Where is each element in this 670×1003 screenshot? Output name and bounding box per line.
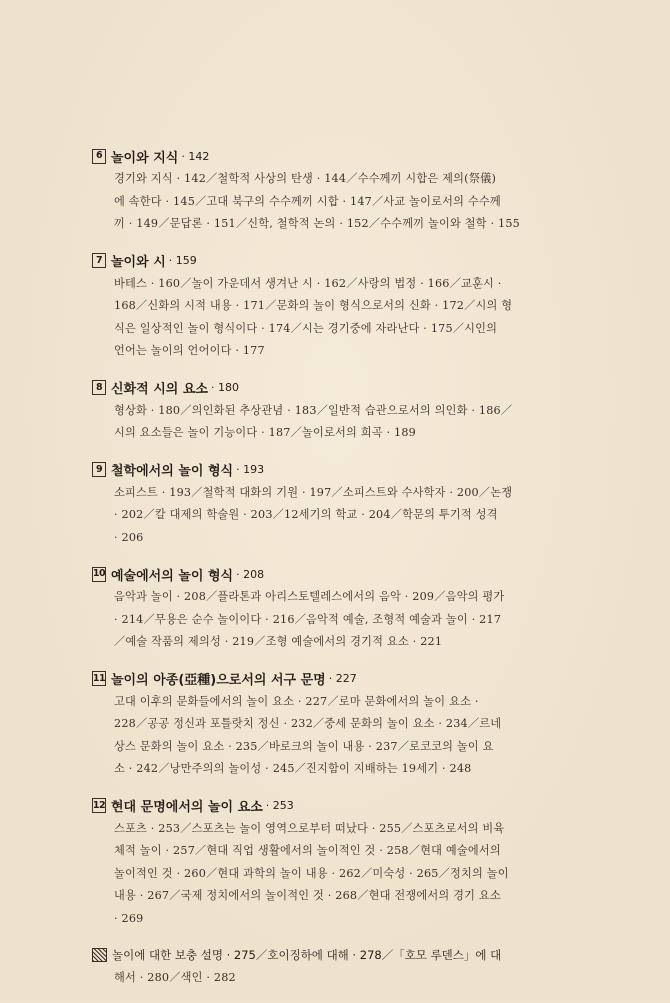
chapter-number: 7 bbox=[92, 253, 106, 268]
entry-line: 에 속한다 · 145／고대 북구의 수수께끼 시합 · 147／사교 놀이로서의 수수께 bbox=[114, 194, 501, 208]
entry-heading bbox=[92, 458, 572, 482]
hatched-square-icon bbox=[92, 948, 107, 962]
entry-line: 끼 · 149／문답론 · 151／신학, 철학적 논의 · 152／수수께끼 놀이와 철학 · 155 bbox=[114, 217, 520, 230]
entry-line: 168／신화의 시적 내용 · 171／문화의 놀이 형식으로서의 신화 · 172／시의 형 bbox=[114, 299, 513, 312]
entry-line: 경기와 지식 · 142／철학적 사상의 탄생 · 144／수수께끼 시합은 제의(祭儀) bbox=[114, 172, 497, 185]
entry-heading bbox=[92, 144, 572, 168]
chapter-number: 10 bbox=[92, 567, 106, 582]
chapter-page: · 253 bbox=[265, 799, 294, 812]
entry-line: 언어는 놀이의 언어이다 · 177 bbox=[114, 344, 265, 357]
chapter-page: · 159 bbox=[168, 254, 197, 267]
entry-heading bbox=[92, 562, 572, 586]
entry-heading bbox=[92, 249, 572, 273]
entry-line: 내용 · 267／국제 정치에서의 놀이적인 것 · 268／현대 전쟁에서의 경기 요소 bbox=[114, 889, 501, 902]
chapter-title: 놀이의 아종(亞種)으로서의 서구 문명 bbox=[111, 673, 326, 688]
entry-line: · 214／무용은 순수 놀이이다 · 216／음악적 예술, 조형적 예술과 놀이 · 217 bbox=[114, 612, 502, 626]
entry-line: 체적 놀이 · 257／현대 직업 생활에서의 놀이적인 것 · 258／현대 예술에서의 bbox=[114, 844, 501, 857]
entry-line: 식은 일상적인 놀이 형식이다 · 174／시는 경기중에 자라난다 · 175／시인의 bbox=[114, 321, 498, 335]
table-of-contents bbox=[92, 144, 572, 1003]
entry-line: ／예술 작품의 제의성 · 219／조형 예술에서의 경기적 요소 · 221 bbox=[114, 635, 443, 648]
entry-line: 시의 요소들은 놀이 기능이다 · 187／놀이로서의 희곡 · 189 bbox=[114, 426, 416, 439]
entry-line: 놀이적인 것 · 260／현대 과학의 놀이 내용 · 262／미숙성 · 265／정치의 놀이 bbox=[114, 866, 509, 880]
entry-line: 형상화 · 180／의인화된 추상관념 · 183／일반적 습관으로서의 의인화 · 186／ bbox=[114, 403, 513, 417]
appendix-heading: 놀이에 대한 보충 설명 · 275／호이징하에 대해 · 278／「호모 루덴스」에 대 bbox=[112, 948, 502, 962]
chapter-title: 예술에서의 놀이 형식 bbox=[111, 568, 234, 584]
chapter-number: 8 bbox=[92, 380, 106, 395]
chapter-page: · 193 bbox=[236, 463, 265, 476]
entry-line: 고대 이후의 문화들에서의 놀이 요소 · 227／로마 문화에서의 놀이 요소 · bbox=[114, 694, 479, 708]
entry-heading bbox=[92, 376, 572, 400]
entry-line: 228／공공 정신과 포틀랏치 정신 · 232／중세 문화의 놀이 요소 · 234／르네 bbox=[114, 717, 502, 730]
entry-line: 음악과 놀이 · 208／플라톤과 아리스토텔레스에서의 음악 · 209／음악의 평가 bbox=[114, 590, 505, 603]
entry-heading bbox=[92, 943, 572, 967]
entry-line: 바테스 · 160／놀이 가운데서 생겨난 시 · 162／사랑의 법정 · 166／교훈시 · bbox=[114, 276, 502, 290]
entry-line: · 206 bbox=[114, 530, 144, 544]
entry-heading bbox=[92, 667, 572, 691]
chapter-title: 놀이와 시 bbox=[111, 255, 166, 270]
chapter-page: · 227 bbox=[328, 672, 357, 685]
toc-entry-12 bbox=[92, 794, 572, 931]
entry-line: 스포츠 · 253／스포츠는 놀이 영역으로부터 떠났다 · 255／스포츠로서의 비육 bbox=[114, 821, 505, 835]
entry-heading bbox=[92, 794, 572, 818]
chapter-title: 놀이와 지식 bbox=[111, 150, 179, 166]
toc-entry-6 bbox=[92, 144, 572, 236]
chapter-title: 신화적 시의 요소 bbox=[111, 382, 208, 397]
toc-entry-8 bbox=[92, 376, 572, 445]
chapter-page: · 208 bbox=[236, 567, 265, 581]
entry-line: · 202／칼 대제의 학술원 · 203／12세기의 학교 · 204／학문의 투기적 성격 bbox=[114, 508, 498, 521]
toc-entry-7 bbox=[92, 249, 572, 363]
entry-line: 해서 · 280／색인 · 282 bbox=[114, 971, 236, 984]
entry-line: 상스 문화의 놀이 요소 · 235／바로크의 놀이 내용 · 237／로코코의 놀이 요 bbox=[114, 739, 494, 753]
entry-line: · 269 bbox=[114, 911, 144, 925]
toc-entry-10 bbox=[92, 562, 572, 654]
chapter-number: 12 bbox=[92, 798, 106, 813]
chapter-page: · 180 bbox=[210, 381, 239, 394]
chapter-title: 철학에서의 놀이 형식 bbox=[111, 464, 234, 479]
entry-line: 소 · 242／낭만주의의 놀이성 · 245／진지함이 지배하는 19세기 · 248 bbox=[114, 762, 472, 775]
chapter-number: 11 bbox=[92, 671, 106, 686]
chapter-number: 9 bbox=[92, 462, 106, 477]
chapter-page: · 142 bbox=[181, 149, 210, 163]
chapter-number: 6 bbox=[92, 149, 106, 164]
entry-line: 소피스트 · 193／철학적 대화의 기원 · 197／소피스트와 수사학자 · 200／논쟁 bbox=[114, 485, 513, 499]
toc-entry-appendix bbox=[92, 943, 572, 990]
toc-entry-11 bbox=[92, 667, 572, 781]
chapter-title: 현대 문명에서의 놀이 요소 bbox=[111, 800, 263, 815]
toc-entry-9 bbox=[92, 458, 572, 550]
